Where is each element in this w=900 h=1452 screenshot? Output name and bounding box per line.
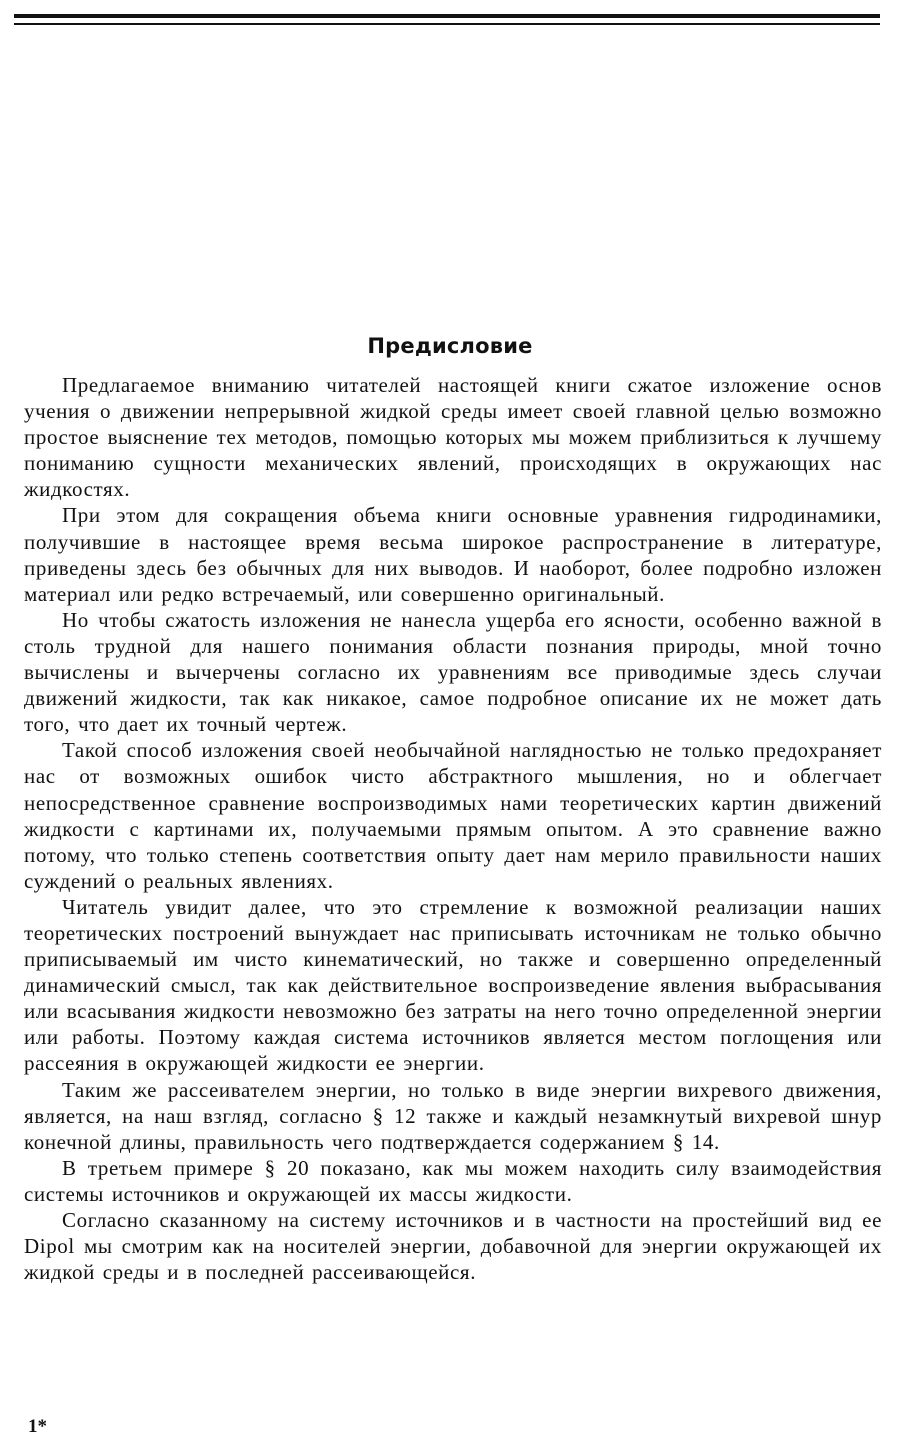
paragraph-1: Предлагаемое вниманию читателей настоящей книги сжатое изложение основ учения о движении непрерывной жидкой среды имеет своей главной целью возможно простое выяснение тех методов, помощью которых мы можем приблизиться к лучшему пониманию сущности механических явлений, происходящих в окружающих нас жидкостях. [24, 373, 882, 502]
page-title: Предисловие [367, 334, 533, 358]
preface-body [24, 372, 882, 1285]
paragraph-7: В третьем примере § 20 показано, как мы можем находить силу взаимодействия системы источников и окружающей их массы жидкости. [24, 1155, 882, 1206]
paragraph-8: Согласно сказанному на систему источников и в частности на простейший вид ее Dipol мы смотрим как на носителей энергии, добавочной для энергии окружающей их жидкой среды и в последней рассеивающейся. [24, 1208, 882, 1285]
paragraph-5: Читатель увидит далее, что это стремление к возможной реализации наших теоретических построений вынуждает нас приписывать источникам не только обычно приписываемый им чисто кинематический, но также и совершенно определенный динамический смысл, так как действительное воспроизведение явления выбрасывания или всасывания жидкости невозможно без затраты на него точно определенной энергии или работы. Поэтому каждая система источников является местом поглощения или рассеяния в окружающей жидкости ее энергии. [24, 894, 882, 1076]
paragraph-6: Таким же рассеивателем энергии, но только в виде энергии вихревого движения, является, на наш взгляд, согласно § 12 также и каждый незамкнутый вихревой шнур конечной длины, правильность чего подтверждается содержанием § 14. [24, 1077, 882, 1154]
paragraph-4: Такой способ изложения своей необычайной наглядностью не только предохраняет нас от возможных ошибок чисто абстрактного мышления, но и облегчает непосредственное сравнение воспроизводимых нами теоретических картин движений жидкости с картинами их, получаемыми прямым опытом. А это сравнение важно потому, что только степень соответствия опыту дает нам мерило правильности наших суждений о реальных явлениях. [24, 738, 882, 893]
top-rule-thick [14, 14, 880, 18]
top-rule-thin [14, 23, 880, 25]
paragraph-2: При этом для сокращения объема книги основные уравнения гидродинамики, получившие в настоящее время весьма широкое распространение в литературе, приведены здесь без обычных для них выводов. И наоборот, более подробно изложен материал или редко встречаемый, или совершенно оригинальный. [24, 503, 882, 606]
signature-mark: 1* [28, 1416, 47, 1437]
paragraph-3: Но чтобы сжатость изложения не нанесла ущерба его ясности, особенно важной в столь трудной для нашего понимания области познания природы, мной точно вычислены и вычерчены согласно их уравнениям все приводимые здесь случаи движений жидкости, так как никакое, самое подробное описание их не может дать того, что дает их точный чертеж. [24, 607, 882, 737]
